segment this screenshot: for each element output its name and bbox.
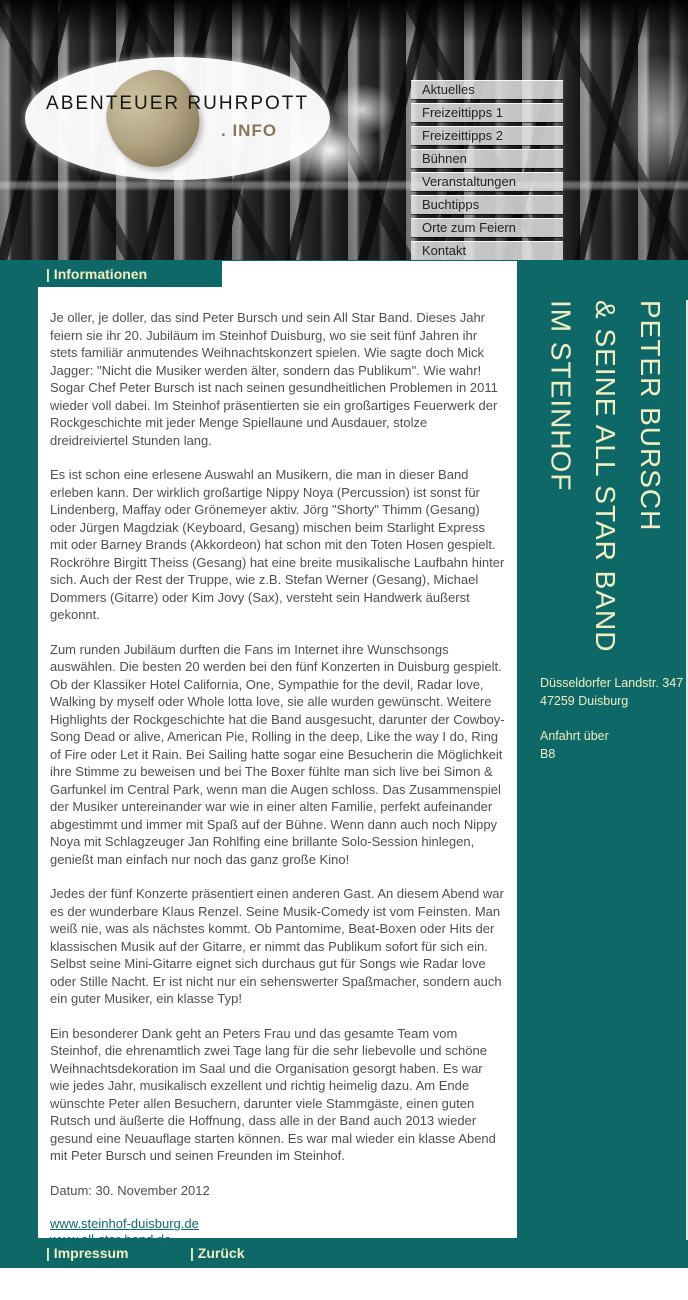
article-paragraph: Zum runden Jubiläum durften die Fans im Internet ihre Wunschsongs auswählen. Die besten 20 werden bei den fünf Konzerten in Duisburg gespielt. Ob der Klassiker Hotel California, One, Sympathie for the devil, Radar love, Walking by myself oder Whole lotta love, sie alle wurden gewünscht. Weitere Highlights der Rockgeschichte hat die Band ausgesucht, darunter der Cowboy-Song Dead or alive, American Pie, Rolling in the deep, Like the way I do, Ring of Fire oder Let it Rain. Bei Sailing hatte sogar eine Besucherin die Möglichkeit ihre Stimme zu beweisen und bei The Boxer fühlte man sich live bei Simon & Garfunkel im Central Park, wenn man die Augen schloss. Das Zusammenspiel der Musiker untereinander war wie in einer alten Familie, perfekt aufeinander abgestimmt und immer mit Spaß auf der Bühne. Wenn dann auch noch Nippy Noya mit Schlagzeuger Jan Rohlfing eine brillante Solo-Session hinlegen, genießt man einfach nur noch das ganz große Kino! — [50, 641, 505, 867]
sidebar-title-line: IM STEINHOF — [545, 300, 577, 492]
footer-link-impressum[interactable]: | Impressum — [46, 1245, 129, 1261]
header-photo — [0, 0, 688, 260]
article-date: Datum: 30. November 2012 — [50, 1182, 210, 1198]
article-paragraph: Ein besonderer Dank geht an Peters Frau und das gesamte Team vom Steinhof, die ehrenamtlich zwei Tage lang für die sehr liebevolle und schöne Weihnachtsdekoration im Saal und die Organisation gesorgt haben. Es war wie jedes Jahr, musikalisch exzellent und richtig heimelig dazu. Am Ende wünschte Peter allen Besuchern, darunter viele Stammgäste, einen guten Rutsch und äußerte die Hoffnung, dass alle in der Band auch 2013 wieder gesund eine Neuauflage starten können. Es war mal wieder ein klasse Abend mit Peter Bursch und seinen Freunden im Steinhof. — [50, 1025, 496, 1163]
article-paragraph: Je oller, je doller, das sind Peter Bursch und sein All Star Band. Dieses Jahr feiern sie ihr 20. Jubiläum im Steinhof Duisburg, wo sie seit fünf Jahren ihr stets familiär anmutendes Weihnachtskonzert spielen. Wie sagte doch Mick Jagger: "Nicht die Musiker werden älter, sondern das Publikum". Wie wahr! Sogar Chef Peter Bursch ist nach seinen gesundheitlichen Problemen in 2011 wieder voll dabei. Im Steinhof präsentierten sie ein großartiges Feuerwerk der Rockgeschichte mit jeder Menge Spiellaune und Ausdauer, stolze dreidreiviertel Stunden lang. — [50, 310, 498, 448]
site-logo[interactable] — [25, 57, 330, 180]
sidebar-title — [538, 300, 672, 730]
nav-item-buchtipps[interactable]: Buchtipps — [411, 195, 563, 214]
sidebar-title-line: PETER BURSCH — [635, 300, 666, 532]
directions — [540, 727, 686, 763]
article-paragraph: Es ist schon eine erlesene Auswahl an Musikern, die man in dieser Band erleben kann. Der wirklich großartige Nippy Noya (Percussion) ist sonst für Lindenberg, Maffay oder Grönemeyer aktiv. Jörg "Shorty" Thimm (Gesang) oder Jürgen Magdziak (Keyboard, Gesang) mischen beim Starlight Express mit oder Barney Brands (Akkordeon) hat schon mit den Toten Hosen gespielt. Rockröhre Birgitt Theiss (Gesang) hat eine breite musikalische Laufbahn hinter sich. Auch der Rest der Truppe, wie z.B. Stefan Werner (Gesang), Michael Dommers (Gitarre) oder Kim Jovy (Sax), versteht sein Handwerk äußerst gekonnt. — [50, 467, 505, 622]
nav-item-buehnen[interactable]: Bühnen — [411, 149, 563, 168]
nav-item-veranstaltungen[interactable]: Veranstaltungen — [411, 172, 563, 191]
nav-item-freizeittipps-2[interactable]: Freizeittipps 2 — [411, 126, 563, 145]
nav-item-orte-zum-feiern[interactable]: Orte zum Feiern — [411, 218, 563, 237]
nav-item-kontakt[interactable]: Kontakt — [411, 241, 563, 260]
footer — [0, 1238, 688, 1268]
nav-item-freizeittipps-1[interactable]: Freizeittipps 1 — [411, 103, 563, 122]
stone-icon — [98, 62, 208, 175]
sidebar-title-line: & SEINE ALL STAR BAND — [590, 300, 622, 653]
section-title: | Informationen — [46, 266, 148, 282]
header-gap — [222, 261, 517, 287]
nav-item-aktuelles[interactable]: Aktuelles — [411, 80, 563, 99]
directions-line: B8 — [540, 747, 556, 761]
logo-title: ABENTEUER RUHRPOTT — [46, 93, 309, 114]
article-paragraph: Jedes der fünf Konzerte präsentiert einen anderen Gast. An diesem Abend war es der wunderbare Klaus Renzel. Seine Musik-Comedy ist vom Feinsten. Man weiß nie, was als nächstes kommt. Ob Pantomime, Beat-Boxen oder Hits der klassischen Musik auf der Gitarre, er nimmt das Publikum sofort für sich ein. Selbst seine Mini-Gitarre eignet sich durchaus gut für Songs wie Radar love oder Stille Nacht. Er ist nicht nur ein sehenswerter Spaßmacher, sondern auch ein guter Musiker, ein klasse Typ! — [50, 886, 504, 1006]
article — [38, 287, 517, 1247]
link-all-star-band[interactable]: www.all-star-band.de — [50, 1232, 172, 1247]
logo-suffix: . INFO — [221, 121, 278, 140]
main-area — [0, 260, 688, 1268]
footer-link-zurueck[interactable]: | Zurück — [190, 1245, 245, 1261]
main-nav — [411, 80, 563, 264]
address-street: Düsseldorfer Landstr. 347 — [540, 676, 684, 690]
directions-line: Anfahrt über — [540, 729, 609, 743]
sidebar-address — [540, 674, 686, 763]
link-steinhof-duisburg[interactable]: www.steinhof-duisburg.de — [50, 1216, 199, 1231]
address-city: 47259 Duisburg — [540, 694, 629, 708]
